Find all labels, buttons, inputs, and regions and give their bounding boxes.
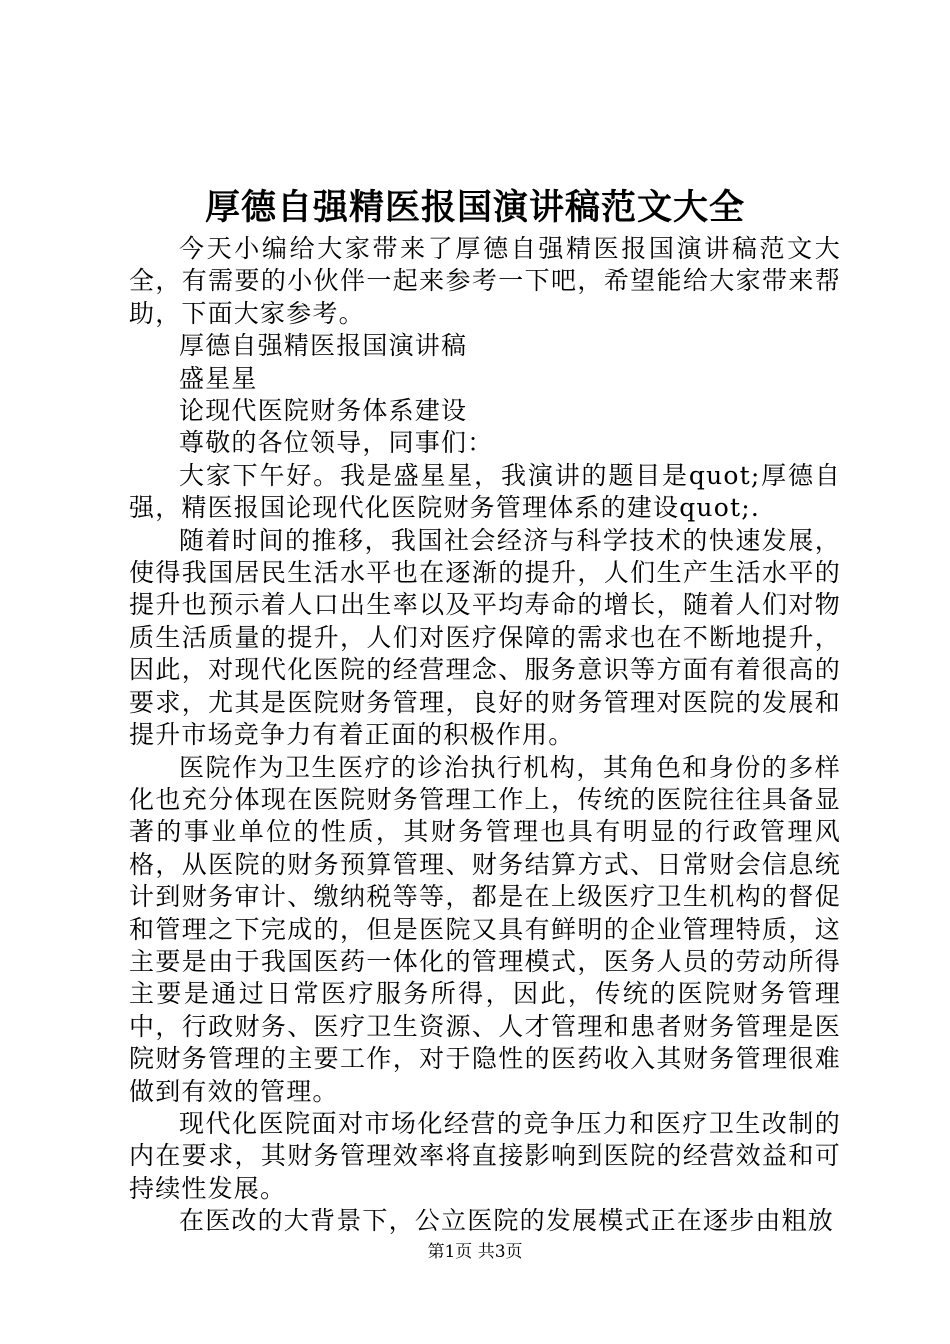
paragraph-salutation: 尊敬的各位领导，同事们： — [179, 428, 494, 458]
page-number-footer: 第1页 共3页 — [427, 1242, 523, 1262]
paragraph-speech-title: 厚德自强精医报国演讲稿 — [179, 331, 468, 361]
paragraph-subtitle: 论现代医院财务体系建设 — [179, 396, 468, 426]
document-body — [129, 233, 841, 1238]
document-title: 厚德自强精医报国演讲稿范文大全 — [204, 187, 745, 228]
paragraph-author: 盛星星 — [179, 363, 258, 393]
paragraph-body: 现代化医院面对市场化经营的竞争压力和医疗卫生改制的内在要求，其财务管理效率将直接影响到医院的经营效益和可持续性发展。 — [129, 1108, 841, 1203]
paragraph-opening: 大家下午好。我是盛星星，我演讲的题目是quot;厚德自强，精医报国论现代化医院财务管理体系的建设quot;. — [129, 460, 841, 523]
paragraph-intro: 今天小编给大家带来了厚德自强精医报国演讲稿范文大全，有需要的小伙伴一起来参考一下吧，希望能给大家带来帮助，下面大家参考。 — [129, 234, 841, 328]
paragraph-body: 在医改的大背景下，公立医院的发展模式正在逐步由粗放 — [179, 1206, 835, 1236]
paragraph-body: 随着时间的推移，我国社会经济与科学技术的快速发展，使得我国居民生活水平也在逐渐的提升，人们生产生活水平的提升也预示着人口出生率以及平均寿命的增长，随着人们对物质生活质量的提升，人们对医疗保障的需求也在不断地提升，因此，对现代化医院的经营理念、服务意识等方面有着很高的要求，尤其是医院财务管理，良好的财务管理对医院的发展和提升市场竞争力有着正面的积极作用。 — [129, 525, 841, 750]
paragraph-body: 医院作为卫生医疗的诊治执行机构，其角色和身份的多样化也充分体现在医院财务管理工作上，传统的医院往往具备显著的事业单位的性质，其财务管理也具有明显的行政管理风格，从医院的财务预算管理、财务结算方式、日常财会信息统计到财务审计、缴纳税等等，都是在上级医疗卫生机构的督促和管理之下完成的，但是医院又具有鲜明的企业管理特质，这主要是由于我国医药一体化的管理模式，医务人员的劳动所得主要是通过日常医疗服务所得，因此，传统的医院财务管理中，行政财务、医疗卫生资源、人才管理和患者财务管理是医院财务管理的主要工作，对于隐性的医药收入其财务管理很难做到有效的管理。 — [129, 752, 841, 1106]
